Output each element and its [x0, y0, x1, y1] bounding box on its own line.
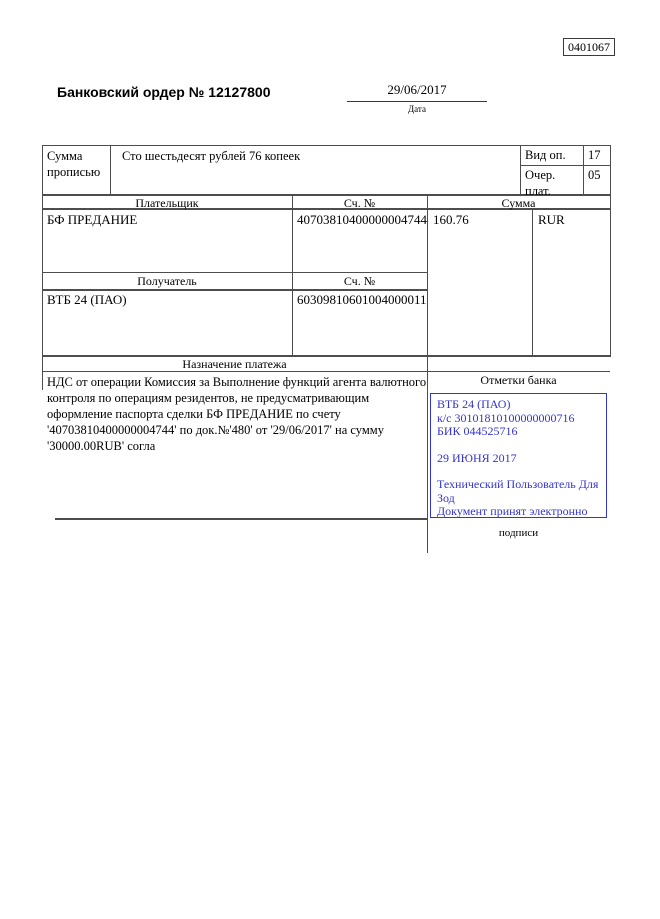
signatures-label: подписи	[498, 527, 539, 539]
priority-value: 05	[588, 168, 601, 182]
op-type-label: Вид оп.	[525, 148, 566, 162]
payee-account: 60309810601004000011	[297, 292, 427, 307]
sum-value: 160.76	[433, 212, 469, 227]
date-group	[347, 82, 487, 114]
amount-label-divider	[110, 145, 111, 194]
payee-header: Получатель	[137, 274, 197, 288]
table-border-right	[610, 145, 611, 357]
bank-stamp	[430, 393, 607, 518]
table-border-left	[42, 145, 43, 390]
priority-label: Очер. плат.	[525, 168, 556, 198]
amount-in-words-label: Сумма прописью	[47, 149, 101, 179]
stamp-bik: БИК 044525716	[437, 424, 518, 438]
op-type-value-divider	[583, 145, 584, 194]
form-code: 0401067	[568, 40, 610, 54]
amount-in-words-value: Сто шестьдесят рублей 76 копеек	[122, 149, 301, 163]
purpose-header: Назначение платежа	[182, 357, 287, 371]
date-value: 29/06/2017	[347, 82, 487, 102]
document-title: Банковский ордер № 12127800	[57, 84, 271, 100]
op-type-left-divider	[520, 145, 521, 194]
op-type-value: 17	[588, 148, 601, 162]
payer-row-bottom	[42, 272, 427, 273]
stamp-corr-account: к/с 30101810100000000716	[437, 410, 575, 425]
payer-account-header: Сч. №	[343, 196, 376, 210]
sum-header: Сумма	[501, 196, 536, 210]
payee-account-header: Сч. №	[343, 274, 376, 288]
stamp-operator: Технический Пользователь Для Зод	[437, 477, 599, 505]
sum-currency-divider	[532, 208, 533, 355]
stamp-bank-name: ВТБ 24 (ПАО)	[437, 397, 511, 411]
bank-marks-header: Отметки банка	[480, 373, 557, 387]
op-type-divider	[520, 165, 610, 166]
purpose-cell-bottom	[55, 518, 427, 520]
form-code-box	[563, 38, 615, 56]
currency-code: RUR	[538, 212, 565, 227]
payer-header: Плательщик	[135, 196, 199, 210]
payee-name: ВТБ 24 (ПАО)	[47, 292, 127, 307]
payer-account: 40703810400000004744	[297, 212, 427, 227]
date-label: Дата	[408, 104, 426, 114]
payee-header-bottom	[42, 289, 427, 291]
stamp-note: Документ принят электронно	[437, 504, 588, 518]
purpose-text: НДС от операции Комиссия за Выполнение функций агента валютного контроля по операциям резидентов, не предусматривающим оформление паспорта сделки БФ ПРЕДАНИЕ по счету '40703810400000004744' по док.№'480' от '29/06/2017' на сумму '30000.00RUB' согла	[47, 375, 427, 453]
stamp-date: 29 ИЮНЯ 2017	[437, 450, 517, 465]
table-border-top	[42, 145, 610, 146]
payer-name: БФ ПРЕДАНИЕ	[47, 212, 138, 227]
